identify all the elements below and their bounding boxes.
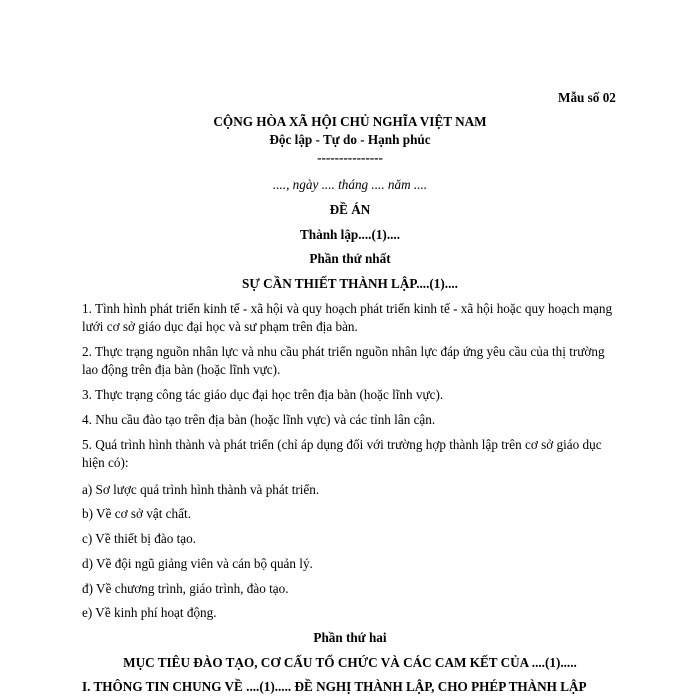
document-type: ĐỀ ÁN xyxy=(329,202,371,217)
motto: Độc lập - Tự do - Hạnh phúc xyxy=(269,132,431,147)
part2-title: MỤC TIÊU ĐÀO TẠO, CƠ CẤU TỔ CHỨC VÀ CÁC CAM KẾT CỦA ....(1)..... xyxy=(123,655,577,670)
part2-label: Phần thứ hai xyxy=(313,630,387,645)
part1-title: SỰ CẦN THIẾT THÀNH LẬP....(1).... xyxy=(242,276,458,291)
list-item: 4. Nhu cầu đào tạo trên địa bàn (hoặc lĩnh vực) và các tỉnh lân cận. xyxy=(82,412,436,427)
form-number: Mẫu số 02 xyxy=(558,90,616,105)
list-item: a) Sơ lược quá trình hình thành và phát triển. xyxy=(82,482,320,497)
date-line: ...., ngày .... tháng .... năm .... xyxy=(272,177,428,192)
national-title: CỘNG HÒA XÃ HỘI CHỦ NGHĨA VIỆT NAM xyxy=(213,114,487,129)
list-item: 1. Tình hình phát triển kinh tế - xã hội và quy hoạch phát triển kinh tế - xã hội hoặc quy hoạch mạng lưới cơ sở giáo dục đại học và sư phạm trên địa bàn. xyxy=(82,301,613,334)
list-item: 5. Quá trình hình thành và phát triển (chỉ áp dụng đối với trường hợp thành lập trên cơ sở giáo dục hiện có): xyxy=(82,437,602,470)
list-item: e) Về kinh phí hoạt động. xyxy=(82,605,217,620)
list-item: đ) Về chương trình, giáo trình, đào tạo. xyxy=(82,581,289,596)
list-item: c) Về thiết bị đào tạo. xyxy=(82,531,197,546)
section1-title: I. THÔNG TIN CHUNG VỀ ....(1)..... ĐỀ NGHỊ THÀNH LẬP, CHO PHÉP THÀNH LẬP xyxy=(82,679,587,694)
list-item: 2. Thực trạng nguồn nhân lực và nhu cầu phát triển nguồn nhân lực đáp ứng yêu cầu của thị trường lao động trên địa bàn (hoặc lĩnh vực). xyxy=(82,344,605,377)
list-item: b) Về cơ sở vật chất. xyxy=(82,506,191,521)
part1-label: Phần thứ nhất xyxy=(309,251,391,266)
list-item: 3. Thực trạng công tác giáo dục đại học trên địa bàn (hoặc lĩnh vực). xyxy=(82,387,444,402)
divider: --------------- xyxy=(317,150,383,165)
list-item: d) Về đội ngũ giảng viên và cán bộ quản lý. xyxy=(82,556,313,571)
document-subject: Thành lập....(1).... xyxy=(299,227,401,242)
